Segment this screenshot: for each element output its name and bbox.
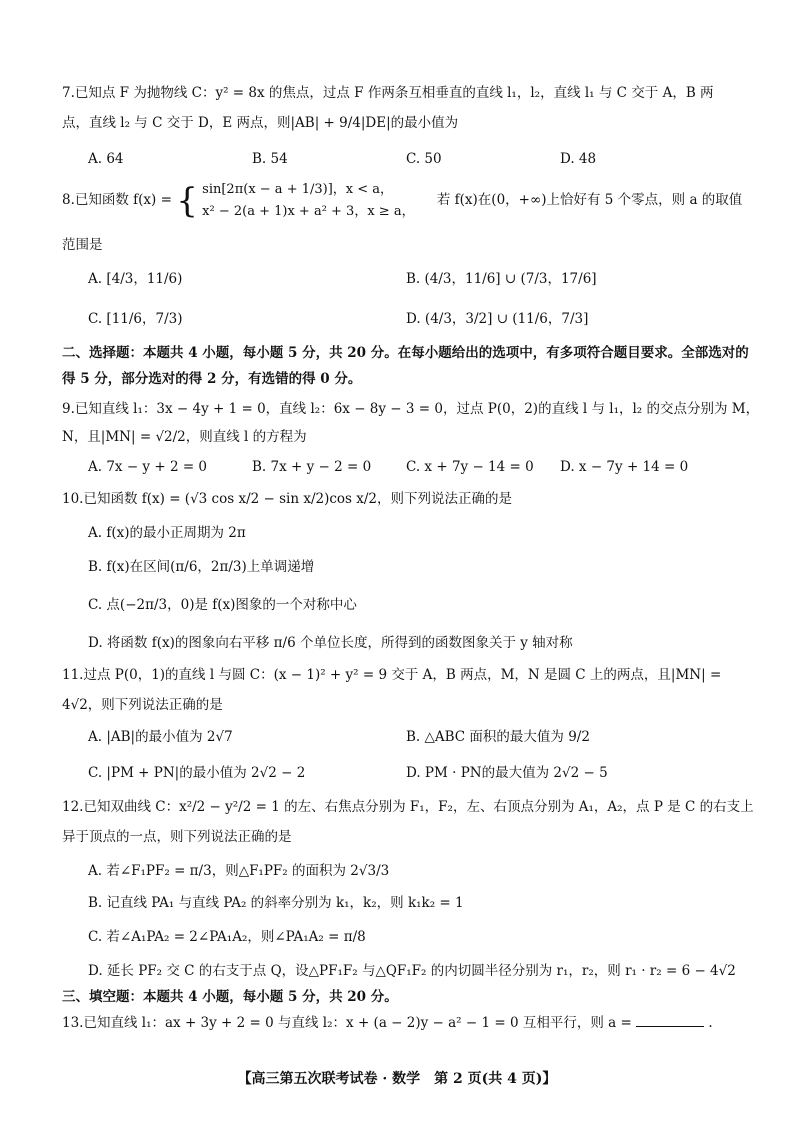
- q11-option-a: A. |AB|的最小值为 2√7: [88, 729, 233, 745]
- q7-option-a: A. 64: [88, 151, 124, 167]
- q12-line2: 异于顶点的一点，则下列说法正确的是: [62, 829, 292, 845]
- q12-option-a: A. 若∠F₁PF₂ = π/3，则△F₁PF₂ 的面积为 2√3/3: [88, 863, 390, 879]
- q8-option-d: D. (4/3，3/2] ∪ (11/6，7/3]: [406, 311, 589, 327]
- q12-option-d: D. 延长 PF₂ 交 C 的右支于点 Q，设△PF₁F₂ 与△QF₁F₂ 的内切圆半径分别为 r₁，r₂，则 r₁ · r₂ = 6 − 4√2: [88, 963, 736, 979]
- q8-cases: [202, 179, 414, 223]
- q8-lead: 8.已知函数 f(x) =: [62, 192, 172, 208]
- q11-line1: 11.过点 P(0，1)的直线 l 与圆 C：(x − 1)² + y² = 9 交于 A，B 两点，M，N 是圆 C 上的两点，且|MN| =: [62, 667, 722, 683]
- q11-option-c: C. |PM + PN|的最小值为 2√2 − 2: [88, 765, 306, 781]
- q11-option-b: B. △ABC 面积的最大值为 9/2: [406, 729, 590, 745]
- q10-option-c: C. 点(−2π/3，0)是 f(x)图象的一个对称中心: [88, 597, 357, 613]
- q7-option-d: D. 48: [560, 151, 597, 167]
- q12-option-b: B. 记直线 PA₁ 与直线 PA₂ 的斜率分别为 k₁，k₂，则 k₁k₂ = 1: [88, 895, 464, 911]
- q7-option-c: C. 50: [406, 151, 442, 167]
- q12-option-c: C. 若∠A₁PA₂ = 2∠PA₁A₂，则∠PA₁A₂ = π/8: [88, 929, 366, 945]
- q10-option-a: A. f(x)的最小正周期为 2π: [88, 525, 246, 541]
- page-footer: 【高三第五次联考试卷 · 数学 第 2 页(共 4 页)】: [237, 1071, 557, 1087]
- q13-text: 13.已知直线 l₁：ax + 3y + 2 = 0 与直线 l₂：x + (a − 2)y − a² − 1 = 0 互相平行，则 a =: [62, 1015, 632, 1031]
- section-3-heading: 三、填空题：本题共 4 小题，每小题 5 分，共 20 分。: [62, 989, 398, 1005]
- q10-option-d: D. 将函数 f(x)的图象向右平移 π/6 个单位长度，所得到的函数图象关于 y 轴对称: [88, 635, 573, 651]
- q13-end: .: [708, 1015, 713, 1031]
- q8-case1: sin[2π(x − a + 1/3)]，x < a，: [202, 181, 394, 197]
- q9-option-b: B. 7x + y − 2 = 0: [252, 459, 372, 475]
- q8-option-a: A. [4/3，11/6): [88, 271, 183, 287]
- q12-line1: 12.已知双曲线 C：x²/2 − y²/2 = 1 的左、右焦点分别为 F₁，F₂，左、右顶点分别为 A₁，A₂，点 P 是 C 的右支上: [62, 799, 754, 815]
- q11-option-d: D. PM · PN的最大值为 2√2 − 5: [406, 765, 608, 781]
- q13-answer-blank[interactable]: [636, 1014, 704, 1027]
- q8-option-b: B. (4/3，11/6] ∪ (7/3，17/6]: [406, 271, 597, 287]
- q10-line1: 10.已知函数 f(x) = (√3 cos x/2 − sin x/2)cos x/2，则下列说法正确的是: [62, 491, 513, 507]
- q8-case2: x² − 2(a + 1)x + a² + 3，x ≥ a，: [202, 203, 415, 219]
- q9-line2: N，且|MN| = √2/2，则直线 l 的方程为: [62, 429, 307, 445]
- q9-option-a: A. 7x − y + 2 = 0: [88, 459, 208, 475]
- q13-line1: [62, 1014, 752, 1032]
- q7-line1: 7.已知点 F 为抛物线 C：y² = 8x 的焦点，过点 F 作两条互相垂直的直线 l₁，l₂，直线 l₁ 与 C 交于 A，B 两: [62, 85, 714, 101]
- q8-line1: [62, 178, 752, 223]
- q10-option-b: B. f(x)在区间(π/6，2π/3)上单调递增: [88, 559, 315, 575]
- q7-option-b: B. 54: [252, 151, 288, 167]
- q11-line2: 4√2，则下列说法正确的是: [62, 697, 223, 713]
- section-2-heading: 二、选择题：本题共 4 小题，每小题 5 分，共 20 分。在每小题给出的选项中，有多项符合题目要求。全部选对的得 5 分，部分选对的得 2 分，有选错的得 0 分。: [62, 345, 749, 387]
- q8-brace: {: [176, 180, 198, 221]
- q9-line1: 9.已知直线 l₁：3x − 4y + 1 = 0，直线 l₂：6x − 8y − 3 = 0，过点 P(0，2)的直线 l 与 l₁，l₂ 的交点分别为 M，: [62, 401, 760, 417]
- q9-option-c: C. x + 7y − 14 = 0: [406, 459, 534, 475]
- q8-line2: 范围是: [62, 237, 103, 253]
- q8-tail: 若 f(x)在(0，+∞)上恰好有 5 个零点，则 a 的取值: [436, 192, 743, 208]
- q7-line2: 点，直线 l₂ 与 C 交于 D，E 两点，则|AB| + 9/4|DE|的最小值为: [62, 115, 459, 131]
- q8-option-c: C. [11/6，7/3): [88, 311, 183, 327]
- q9-option-d: D. x − 7y + 14 = 0: [560, 459, 689, 475]
